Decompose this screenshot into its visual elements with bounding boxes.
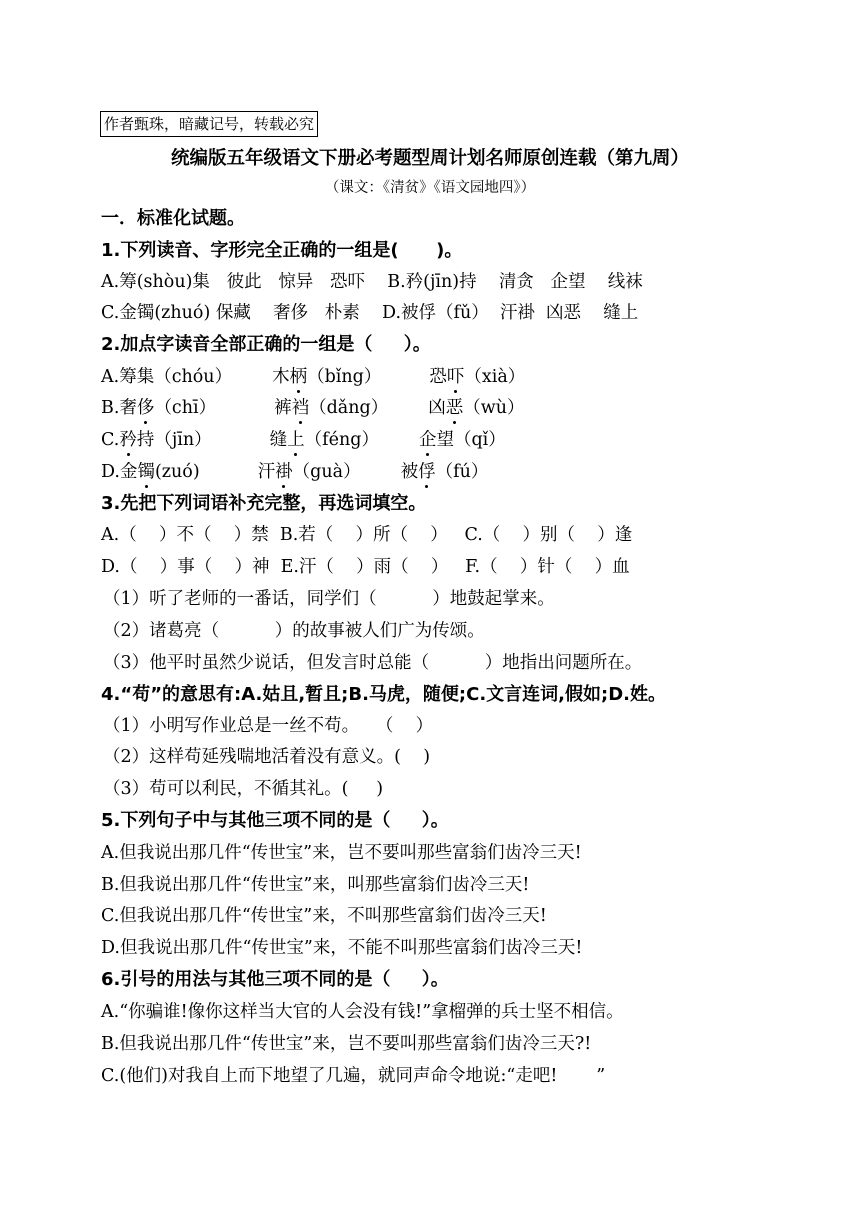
question-5-option-d: D.但我说出那几件“传世宝”来，不能不叫那些富翁们齿冷三天! bbox=[101, 938, 583, 958]
question-2-option-a: A.筹集（chóu） 木柄（bǐng） 恐吓（xià） bbox=[101, 367, 526, 387]
question-2-option-d: D.金镯(zuó) 汗褂（guà） 被俘（fú） bbox=[101, 462, 489, 482]
question-2-stem: 2.加点字读音全部正确的一组是（ ）。 bbox=[101, 334, 431, 355]
question-5-stem: 5.下列句子中与其他三项不同的是（ ）。 bbox=[101, 810, 449, 831]
question-3-words-row-2: D.（ ）事（ ）神 E.汗（ ）雨（ ） F.（ ）针（ ）血 bbox=[101, 557, 630, 577]
question-1-stem: 1.下列读音、字形完全正确的一组是( )。 bbox=[101, 240, 463, 261]
section-heading: 一．标准化试题。 bbox=[101, 208, 245, 229]
question-5-option-a: A.但我说出那几件“传世宝”来，岂不要叫那些富翁们齿冷三天! bbox=[101, 843, 582, 863]
question-3-sentence-2: （2）诸葛亮（ ）的故事被人们广为传颂。 bbox=[103, 621, 485, 641]
question-1-options-cd: C.金镯(zhuó) 保藏 奢侈 朴素 D.被俘（fǔ） 汗褂 凶恶 缝上 bbox=[101, 303, 639, 323]
question-4-stem: 4.“苟”的意思有:A.姑且,暂且;B.马虎，随便;C.文言连词,假如;D.姓。 bbox=[101, 684, 666, 705]
question-1-options-ab: A.筹(shòu)集 彼此 惊异 恐吓 B.矜(jīn)持 清贪 企望 线袜 bbox=[101, 272, 643, 292]
question-4-sentence-1: （1）小明写作业总是一丝不苟。 （ ） bbox=[103, 716, 434, 736]
question-3-sentence-3: （3）他平时虽然少说话，但发言时总能（ ）地指出问题所在。 bbox=[103, 653, 643, 673]
question-5-option-b: B.但我说出那几件“传世宝”来，叫那些富翁们齿冷三天! bbox=[101, 875, 530, 895]
question-6-option-c: C.(他们)对我自上而下地望了几遍，就同声命令地说:“走吧! ” bbox=[101, 1066, 606, 1086]
question-4-sentence-2: （2）这样苟延残喘地活着没有意义。( ) bbox=[103, 747, 431, 767]
question-2-option-b: B.奢侈（chī） 裤裆（dǎng） 凶恶（wù） bbox=[101, 398, 525, 418]
question-4-sentence-3: （3）苟可以利民，不循其礼。( ) bbox=[103, 779, 384, 799]
question-6-stem: 6.引号的用法与其他三项不同的是（ ）。 bbox=[101, 969, 449, 990]
question-3-words-row-1: A.（ ）不（ ）禁 B.若（ ）所（ ） C.（ ）别（ ）逢 bbox=[101, 525, 633, 545]
page-subtitle: （课文：《清贫》《语文园地四》） bbox=[324, 180, 536, 196]
page-title: 统编版五年级语文下册必考题型周计划名师原创连载（第九周） bbox=[170, 148, 689, 169]
question-5-option-c: C.但我说出那几件“传世宝”来，不叫那些富翁们齿冷三天! bbox=[101, 906, 547, 926]
copyright-notice: 作者甄珠，暗藏记号，转载必究 bbox=[100, 111, 318, 137]
question-2-option-c: C.矜持（jīn） 缝上（féng） 企望（qǐ） bbox=[101, 430, 506, 450]
question-6-option-a: A.“你骗谁!像你这样当大官的人会没有钱!”拿榴弹的兵士坚不相信。 bbox=[101, 1002, 624, 1022]
question-3-stem: 3.先把下列词语补充完整，再选词填空。 bbox=[101, 493, 427, 514]
question-3-sentence-1: （1）听了老师的一番话，同学们（ ）地鼓起掌来。 bbox=[103, 589, 555, 609]
question-6-option-b: B.但我说出那几件“传世宝”来，岂不要叫那些富翁们齿冷三天?! bbox=[101, 1034, 592, 1054]
